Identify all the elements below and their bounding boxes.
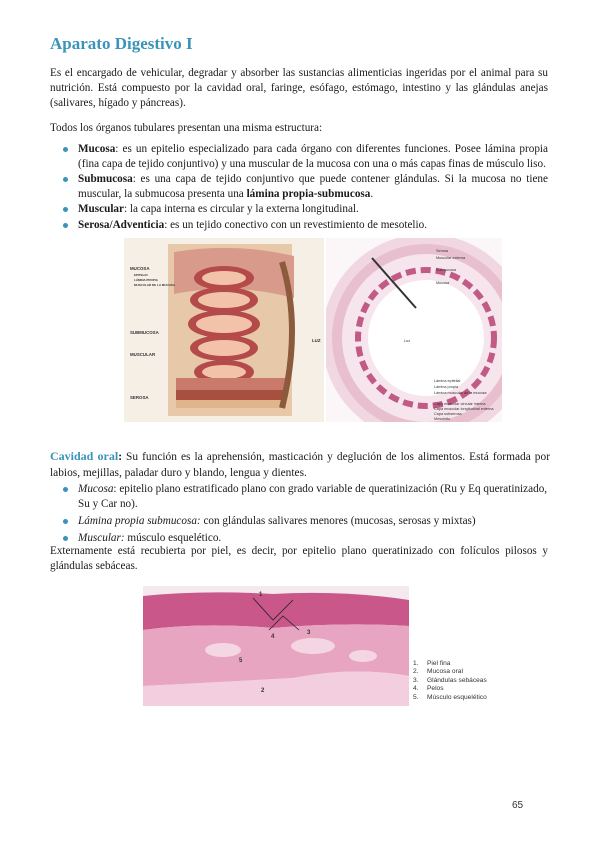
layer-list xyxy=(62,142,548,233)
legend-item: 4. Pelos xyxy=(413,685,444,693)
label-lamina-propia-2: Lámina propia xyxy=(434,385,459,389)
label-mucosa-2: Mucosa xyxy=(436,281,450,285)
label-lamina-propia: LÁMINA PROPIA xyxy=(134,278,158,282)
label-capa-circular: Capa muscular circular interna xyxy=(434,402,486,406)
structure-intro: Todos los órganos tubulares presentan una misma estructura: xyxy=(50,122,323,134)
label-mesotelio: Mesotelio xyxy=(434,417,451,421)
cross-section-schematic xyxy=(326,238,502,422)
label-submucosa-2: Submucosa xyxy=(436,268,457,272)
marker-5: 5 xyxy=(239,658,243,664)
oral-text: : epitelio plano estratificado plano con grado variable de queratinización (Ru y Eq queratinizado, Su y Car no). xyxy=(78,483,548,510)
label-muscular-mucosa: MUSCULAR DE LA MUCOSA xyxy=(134,283,176,287)
list-item xyxy=(62,172,548,201)
tube-layers-illustration xyxy=(124,238,324,422)
histology-legend xyxy=(413,660,487,702)
layer-text: : la capa interna es circular y la externa longitudinal. xyxy=(124,203,359,215)
oral-term: Mucosa xyxy=(78,483,114,495)
lip-histology-image xyxy=(143,586,409,706)
page-title: Aparato Digestivo I xyxy=(50,34,193,53)
oral-title-colon: : xyxy=(118,451,123,463)
layer-text: : es un epitelio especializado para cada órgano con diferentes funciones. Posee lámina propia (fina capa de tejido conjuntivo) y una muscular de la mucosa con una o más capas finas de músculo liso. xyxy=(78,143,548,170)
label-serosa-2: Serosa xyxy=(436,249,449,253)
list-item xyxy=(62,514,548,529)
layer-end: . xyxy=(370,187,374,200)
page-number: 65 xyxy=(512,800,524,811)
layer-bold-tail: lámina propia-submucosa xyxy=(246,187,371,200)
label-lamina-muscular: Lámina muscular de la mucosa xyxy=(434,391,487,395)
label-luz: LUZ xyxy=(312,338,321,343)
legend-item: 1. Piel fina xyxy=(413,660,451,667)
oral-cavity-intro xyxy=(50,449,550,481)
layer-term: Serosa/Adventicia xyxy=(78,218,165,231)
layer-term: Muscular xyxy=(78,203,124,215)
label-muscular: MUSCULAR xyxy=(130,352,156,357)
list-item xyxy=(62,218,548,233)
marker-4: 4 xyxy=(271,634,275,640)
legend-item: 3. Glándulas sebáceas xyxy=(413,676,487,684)
label-luz-2: Luz xyxy=(404,339,411,343)
marker-1: 1 xyxy=(259,592,263,598)
label-capa-longitudinal: Capa muscular longitudinal externa xyxy=(434,407,494,411)
layer-term: Mucosa xyxy=(78,143,116,155)
label-epitelio-2: Lámina epitelial xyxy=(434,379,461,383)
label-capa-subserosa: Capa subserosa xyxy=(434,412,462,416)
oral-text: músculo esquelético. xyxy=(124,532,222,544)
oral-layer-list xyxy=(62,482,548,548)
legend-item: 2. Mucosa oral xyxy=(413,668,463,676)
intro-paragraph: Es el encargado de vehicular, degradar y absorber las sustancias alimenticias ingeridas por el animal para su nutrición. Está compuesto por la cavidad oral, faringe, esófago, estómago, intestino y las glándulas anejas (salivares, hígado y páncreas). xyxy=(50,67,548,109)
list-item xyxy=(62,482,548,512)
layer-text: : es un tejido conectivo con un revestimiento de mesotelio. xyxy=(164,218,428,231)
layer-text: : es una capa de tejido conjuntivo que puede contener glándulas. Si la mucosa no tiene muscular, la submucosa presenta una xyxy=(78,173,548,200)
marker-3: 3 xyxy=(307,630,311,636)
label-epitelio: EPITELIO xyxy=(134,273,148,277)
oral-intro-text: Su función es la aprehensión, masticación y deglución de los alimentos. Está formada por labios, mejillas, paladar duro y blando, lengua y dientes. xyxy=(50,451,550,479)
oral-term: Lámina propia submucosa: xyxy=(78,515,201,527)
label-muscular-externa: Muscular externa xyxy=(436,256,466,260)
layer-term: Submucosa xyxy=(78,173,133,185)
oral-text: con glándulas salivares menores (mucosas, serosas y mixtas) xyxy=(200,515,476,527)
legend-item: 5. Músculo esquelético xyxy=(413,693,487,701)
list-item xyxy=(62,202,548,217)
oral-outro: Externamente está recubierta por piel, es decir, por epitelio plano queratinizado con folículos pilosos y glándulas sebáceas. xyxy=(50,545,548,572)
label-submucosa: SUBMUCOSA xyxy=(130,330,159,335)
list-item xyxy=(62,142,548,171)
label-serosa: SEROSA xyxy=(130,395,149,400)
marker-2: 2 xyxy=(261,688,265,694)
oral-term: Muscular: xyxy=(78,532,125,544)
oral-cavity-title: Cavidad oral xyxy=(50,449,119,463)
label-mucosa: MUCOSA xyxy=(130,266,150,271)
